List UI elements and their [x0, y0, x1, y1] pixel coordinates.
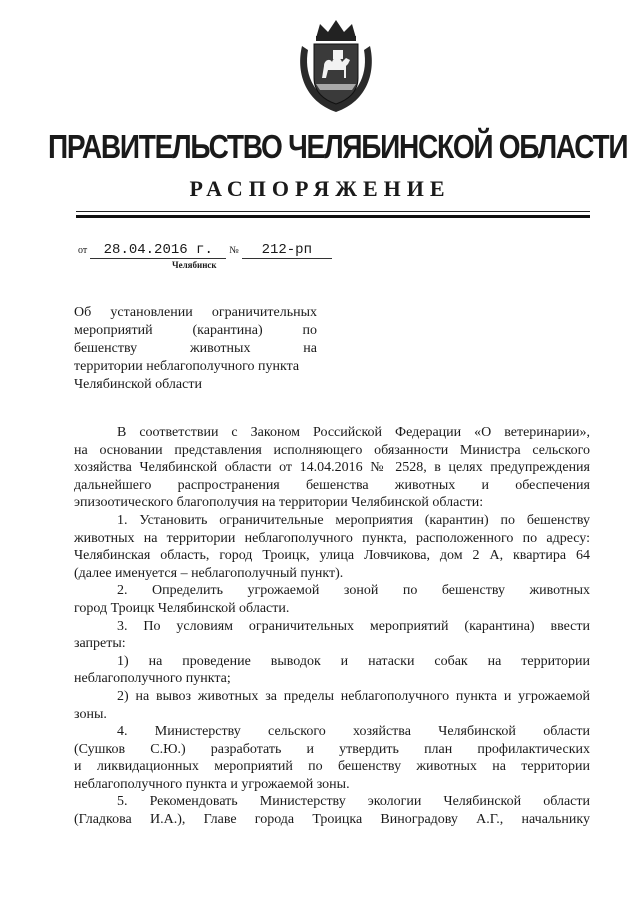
subject-line: бешенству животных на — [74, 341, 317, 356]
item2-line: город Троицк Челябинской области. — [74, 600, 290, 616]
item1-line: Челябинская область, город Троицк, улица Ловчикова, дом 2 А, квартира 64 — [74, 548, 590, 564]
number-label: № — [229, 245, 239, 256]
subject-line: Об установлении ограничительных — [74, 305, 317, 320]
header-divider-thin — [76, 211, 590, 212]
header-divider-thick — [76, 215, 590, 218]
item3-line: 3. По условиям ограничительных мероприятий (карантина) ввести — [117, 618, 590, 634]
item3-1-line: неблагополучного пункта; — [74, 671, 231, 687]
item4-line: и ликвидационных мероприятий по бешенству животных на территории — [74, 759, 590, 775]
item2-line: 2. Определить угрожаемой зоной по бешенству животных — [117, 583, 590, 599]
preamble-line: на основании представления исполняющего обязанности Министра сельского — [74, 442, 590, 458]
item3-line: запреты: — [74, 636, 126, 652]
preamble-line: дальнейшего распространения бешенства животных и обеспечения — [74, 477, 590, 493]
item1-line: животных на территории неблагополучного пункта, расположенного по адресу: — [74, 530, 590, 546]
document-body — [74, 424, 590, 829]
document-meta — [78, 242, 332, 259]
document-city: Челябинск — [172, 260, 217, 270]
preamble-line: хозяйства Челябинской области от 14.04.2016 № 2528, в целях предупреждения — [74, 460, 590, 476]
item5-line: 5. Рекомендовать Министерству экологии Челябинской области — [117, 794, 590, 810]
item4-line: (Сушков С.Ю.) разработать и утвердить план профилактических — [74, 741, 590, 757]
item3-1-line: 1) на проведение выводок и натаски собак на территории — [117, 653, 590, 669]
date-label: от — [78, 245, 88, 256]
item1-line: (далее именуется – неблагополучный пункт). — [74, 565, 344, 581]
preamble-line: эпизоотического благополучия на территории Челябинской области: — [74, 495, 484, 511]
preamble-line: В соответствии с Законом Российской Федерации «О ветеринарии», — [117, 425, 590, 440]
subject-line: мероприятий (карантина) по — [74, 323, 317, 338]
document-subject — [74, 304, 317, 394]
item4-line: неблагополучного пункта и угрожаемой зоны. — [74, 776, 350, 792]
item4-line: 4. Министерству сельского хозяйства Челябинской области — [117, 724, 590, 740]
coat-of-arms-emblem — [294, 16, 378, 116]
document-date: 28.04.2016 г. — [90, 242, 226, 259]
document-number: 212-рп — [242, 242, 332, 259]
subject-line: Челябинской области — [74, 377, 202, 392]
item5-line: (Гладкова И.А.), Главе города Троицка Виноградову А.Г., начальнику — [74, 812, 590, 828]
item3-2-line: 2) на вывоз животных за пределы неблагополучного пункта и угрожаемой — [117, 688, 590, 704]
item3-2-line: зоны. — [74, 706, 107, 722]
document-type-heading: РАСПОРЯЖЕНИЕ — [189, 176, 451, 201]
subject-line: территории неблагополучного пункта — [74, 359, 300, 374]
government-title: ПРАВИТЕЛЬСТВО ЧЕЛЯБИНСКОЙ ОБЛАСТИ — [48, 128, 628, 165]
item1-line: 1. Установить ограничительные мероприятия (карантин) по бешенству — [117, 512, 590, 528]
